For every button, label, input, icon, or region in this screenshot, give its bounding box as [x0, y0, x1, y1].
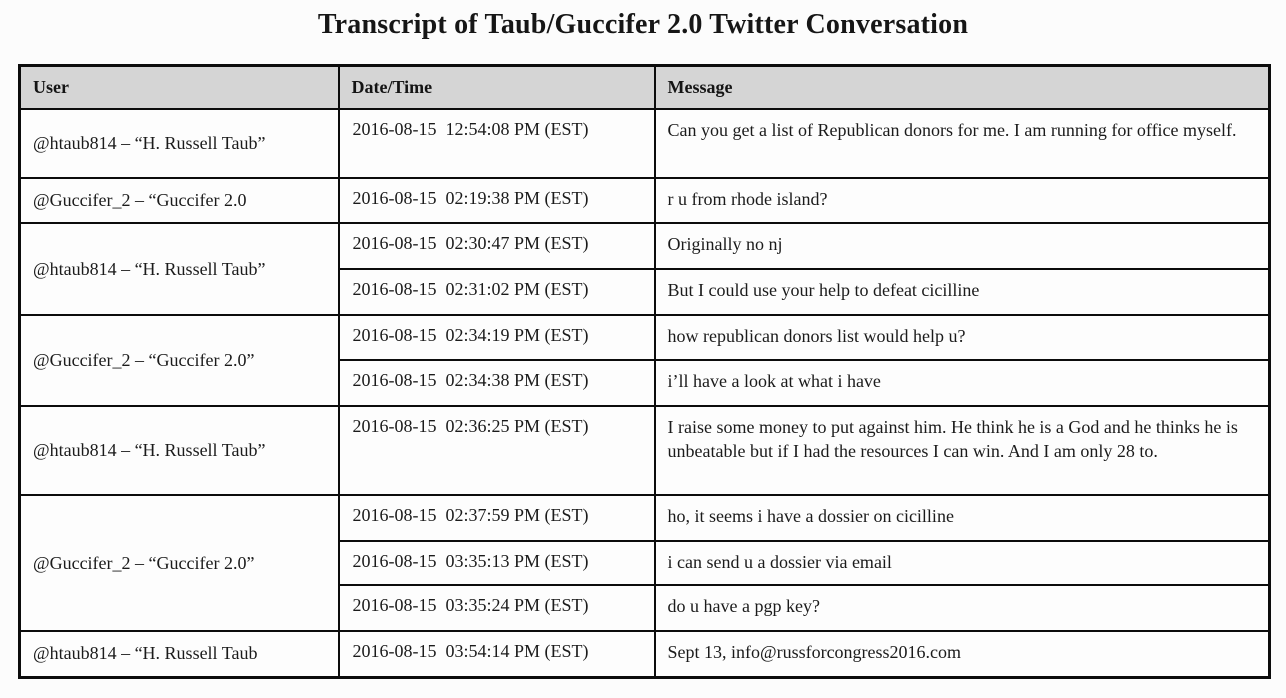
table-row [20, 315, 1270, 360]
message-cell: i can send u a dossier via email [655, 541, 1270, 585]
transcript-table [18, 64, 1271, 679]
datetime-cell: 2016-08-15 02:19:38 PM (EST) [339, 178, 655, 223]
message-cell: Sept 13, info@russforcongress2016.com [655, 631, 1270, 677]
page-title: Transcript of Taub/Guccifer 2.0 Twitter Conversation [317, 9, 969, 40]
header-row [20, 66, 1270, 110]
datetime-cell: 2016-08-15 03:35:13 PM (EST) [339, 541, 655, 585]
datetime-cell: 2016-08-15 02:34:38 PM (EST) [339, 360, 655, 406]
message-cell: I raise some money to put against him. He think he is a God and he thinks he is unbeatable but if I had the resources I can win. And I am only 28 to. [655, 406, 1270, 495]
message-cell: i’ll have a look at what i have [655, 360, 1270, 406]
datetime-cell: 2016-08-15 03:35:24 PM (EST) [339, 585, 655, 631]
user-cell: @htaub814 – “H. Russell Taub” [20, 406, 339, 495]
table-row [20, 631, 1270, 677]
message-cell: But I could use your help to defeat cicilline [655, 269, 1270, 315]
table-row [20, 109, 1270, 178]
column-header-user: User [20, 66, 339, 110]
table-row [20, 495, 1270, 541]
column-header-datetime: Date/Time [339, 66, 655, 110]
user-cell: @htaub814 – “H. Russell Taub” [20, 109, 339, 178]
column-header-message: Message [655, 66, 1270, 110]
message-cell: do u have a pgp key? [655, 585, 1270, 631]
transcript-table-body [20, 109, 1270, 677]
datetime-cell: 2016-08-15 02:36:25 PM (EST) [339, 406, 655, 495]
datetime-cell: 2016-08-15 02:34:19 PM (EST) [339, 315, 655, 360]
datetime-cell: 2016-08-15 02:30:47 PM (EST) [339, 223, 655, 269]
datetime-cell: 2016-08-15 12:54:08 PM (EST) [339, 109, 655, 178]
datetime-cell: 2016-08-15 02:31:02 PM (EST) [339, 269, 655, 315]
message-cell: how republican donors list would help u? [655, 315, 1270, 360]
user-cell: @Guccifer_2 – “Guccifer 2.0” [20, 315, 339, 406]
user-cell: @Guccifer_2 – “Guccifer 2.0” [20, 495, 339, 631]
message-cell: r u from rhode island? [655, 178, 1270, 223]
message-cell: ho, it seems i have a dossier on cicilline [655, 495, 1270, 541]
message-cell: Originally no nj [655, 223, 1270, 269]
table-row [20, 223, 1270, 269]
table-row [20, 178, 1270, 223]
user-cell: @Guccifer_2 – “Guccifer 2.0 [20, 178, 339, 223]
table-header [20, 66, 1270, 110]
table-row [20, 406, 1270, 495]
datetime-cell: 2016-08-15 02:37:59 PM (EST) [339, 495, 655, 541]
message-cell: Can you get a list of Republican donors for me. I am running for office myself. [655, 109, 1270, 178]
user-cell: @htaub814 – “H. Russell Taub [20, 631, 339, 677]
datetime-cell: 2016-08-15 03:54:14 PM (EST) [339, 631, 655, 677]
user-cell: @htaub814 – “H. Russell Taub” [20, 223, 339, 315]
